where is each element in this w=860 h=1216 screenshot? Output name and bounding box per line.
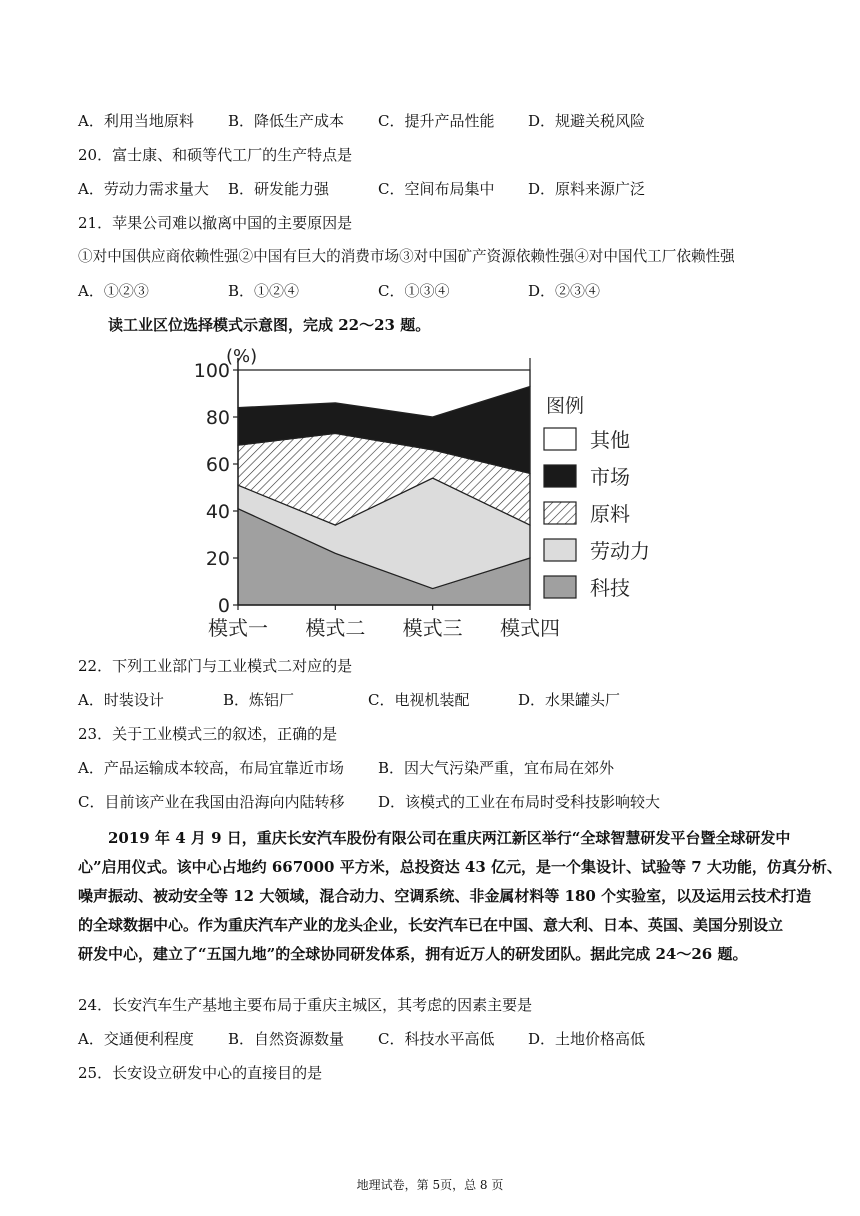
q21-stem: 21．苹果公司难以撤离中国的主要原因是 xyxy=(78,214,353,232)
x-tick-label: 模式四 xyxy=(500,616,560,640)
q20-option-d: D．原料来源广泛 xyxy=(528,180,646,198)
q20-option-c: C．空间布局集中 xyxy=(378,180,495,198)
q22-option-b: B．炼铝厂 xyxy=(223,691,295,709)
x-tick-label: 模式三 xyxy=(402,616,463,640)
intro-22-23: 读工业区位选择模式示意图，完成 22～23 题。 xyxy=(108,316,431,334)
y-tick-label: 40 xyxy=(205,501,230,523)
q20-stem: 20．富士康、和硕等代工厂的生产特点是 xyxy=(78,146,353,164)
passage-line: 研发中心，建立了“五国九地”的全球协同研发体系，拥有近万人的研发团队。据此完成 24～26 题。 xyxy=(78,945,748,963)
q24-option-c: C．科技水平高低 xyxy=(378,1030,495,1048)
q23-stem: 23．关于工业模式三的叙述，正确的是 xyxy=(78,725,338,743)
q23-option-d: D．该模式的工业在布局时受科技影响较大 xyxy=(378,793,661,811)
y-tick-label: 0 xyxy=(217,595,230,617)
q22-option-a: A．时装设计 xyxy=(78,691,164,709)
q21-statements: ①对中国供应商依赖性强②中国有巨大的消费市场③对中国矿产资源依赖性强④对中国代工厂依赖性强 xyxy=(78,248,735,265)
legend-title: 图例 xyxy=(546,395,585,417)
x-tick-label: 模式二 xyxy=(305,616,366,640)
passage-line: 的全球数据中心。作为重庆汽车产业的龙头企业，长安汽车已在中国、意大利、日本、英国、美国分别设立 xyxy=(78,916,784,934)
q23-option-a: A．产品运输成本较高，布局宜靠近市场 xyxy=(78,759,344,777)
y-tick-label: 20 xyxy=(205,548,230,570)
q19-option-b: B．降低生产成本 xyxy=(228,112,345,130)
q21-option-d: D．②③④ xyxy=(528,282,601,300)
industry-location-chart xyxy=(180,340,680,645)
q20-option-a: A．劳动力需求量大 xyxy=(78,180,209,198)
y-axis-unit: (%) xyxy=(226,346,258,367)
page-footer: 地理试卷，第 5页，总 8 页 xyxy=(356,1178,504,1192)
q23-option-b: B．因大气污染严重，宜布局在郊外 xyxy=(378,759,615,777)
q21-option-b: B．①②④ xyxy=(228,282,300,300)
passage-line: 噪声振动、被动安全等 12 大领域，混合动力、空调系统、非金属材料等 180 个实验室，以及运用云技术打造 xyxy=(78,887,812,905)
y-tick-label: 80 xyxy=(205,407,230,429)
q22-option-c: C．电视机装配 xyxy=(368,691,470,709)
q19-option-c: C．提升产品性能 xyxy=(378,112,495,130)
legend-label: 原料 xyxy=(590,502,630,526)
q20-option-b: B．研发能力强 xyxy=(228,180,330,198)
q24-option-a: A．交通便利程度 xyxy=(78,1030,194,1048)
q19-option-a: A．利用当地原料 xyxy=(78,112,194,130)
q22-stem: 22．下列工业部门与工业模式二对应的是 xyxy=(78,657,353,675)
passage-line: 心”启用仪式。该中心占地约 667000 平方米，总投资达 43 亿元，是一个集设计、试验等 7 大功能，仿真分析、 xyxy=(78,858,842,876)
legend-label: 其他 xyxy=(590,428,630,452)
y-tick-label: 100 xyxy=(193,360,230,382)
q24-option-d: D．土地价格高低 xyxy=(528,1030,646,1048)
q23-option-c: C．目前该产业在我国由沿海向内陆转移 xyxy=(78,793,345,811)
q19-option-d: D．规避关税风险 xyxy=(528,112,646,130)
x-tick-label: 模式一 xyxy=(208,616,268,640)
legend-label: 科技 xyxy=(590,576,630,600)
q21-option-c: C．①③④ xyxy=(378,282,450,300)
legend-swatch-1 xyxy=(544,465,576,487)
legend-swatch-3 xyxy=(544,539,576,561)
legend-label: 市场 xyxy=(590,465,630,489)
legend-label: 劳动力 xyxy=(590,539,650,563)
q22-option-d: D．水果罐头厂 xyxy=(518,691,621,709)
legend-swatch-2 xyxy=(544,502,576,524)
q25-stem: 25．长安设立研发中心的直接目的是 xyxy=(78,1064,323,1082)
legend-swatch-4 xyxy=(544,576,576,598)
y-tick-label: 60 xyxy=(205,454,230,476)
passage-line: 2019 年 4 月 9 日，重庆长安汽车股份有限公司在重庆两江新区举行“全球智慧研发平台暨全球研发中 xyxy=(108,829,791,847)
passage-24-26 xyxy=(78,824,842,969)
q24-stem: 24．长安汽车生产基地主要布局于重庆主城区，其考虑的因素主要是 xyxy=(78,996,533,1014)
q21-option-a: A．①②③ xyxy=(78,282,149,300)
q24-option-b: B．自然资源数量 xyxy=(228,1030,345,1048)
legend-swatch-0 xyxy=(544,428,576,450)
